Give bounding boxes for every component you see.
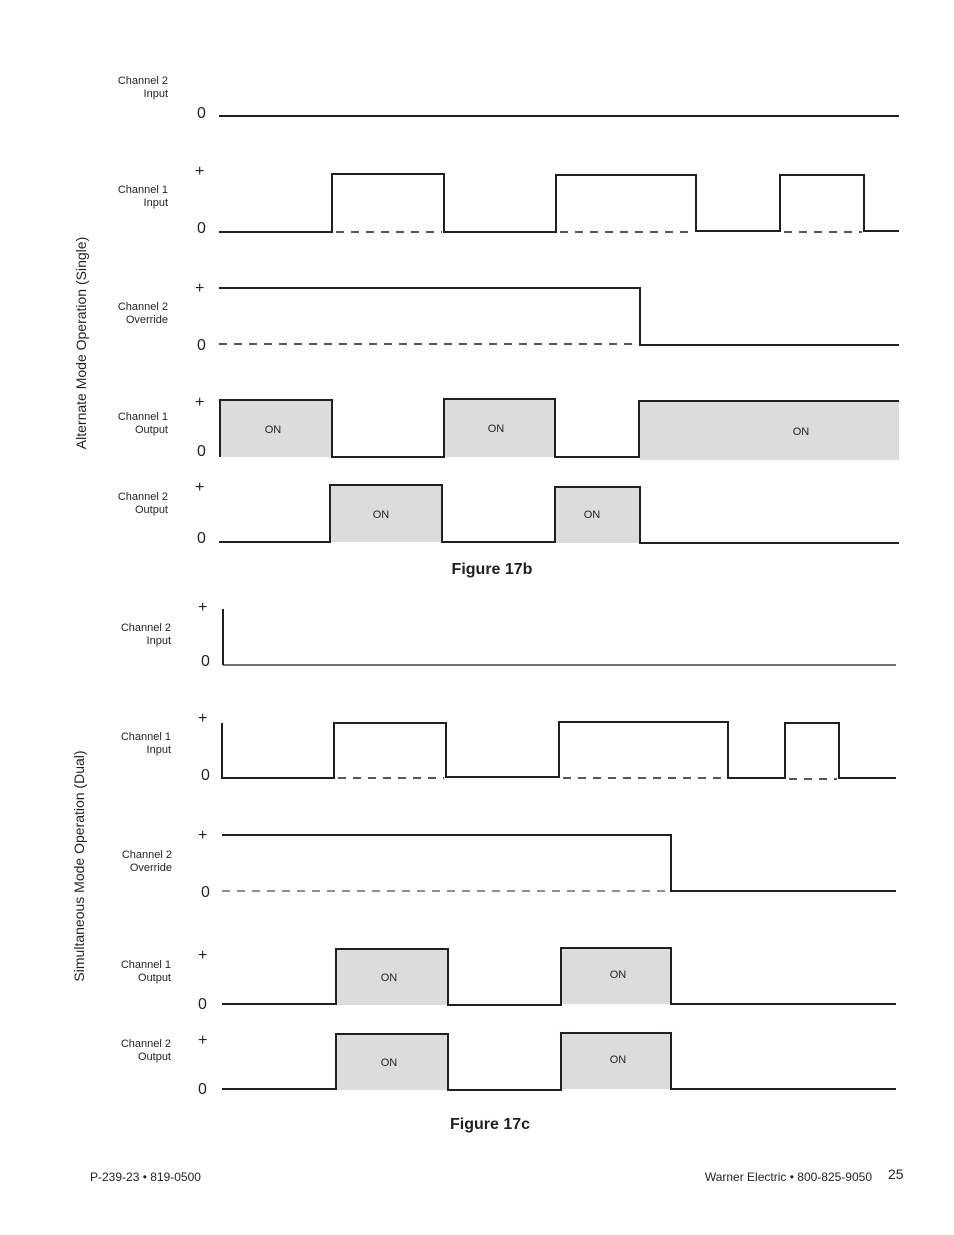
c-track3-label-line2: Override [129, 862, 172, 874]
b-track1-label-line2: Input [143, 88, 168, 100]
b-track3-zero: 0 [197, 337, 206, 354]
c-ch2-output-on-label-2: ON [609, 1054, 627, 1066]
b-ch1-output-on-label-2: ON [487, 423, 505, 435]
c-track5-plus: + [198, 1032, 208, 1049]
figure-c-side-title: Simultaneous Mode Operation (Dual) [71, 750, 87, 982]
c-track3-plus: + [198, 827, 208, 844]
b-track3-plus: + [195, 280, 205, 297]
b-ch2-override-wave [219, 288, 899, 345]
b-track3-label-line1: Channel 2 [117, 301, 168, 313]
b-track5-label-line2: Output [134, 504, 168, 516]
c-track5-zero: 0 [198, 1081, 207, 1098]
c-track4-label-line1: Channel 1 [120, 959, 171, 971]
c-ch1-output-wave [222, 948, 896, 1005]
c-track3-zero: 0 [201, 884, 210, 901]
figure-b-caption: Figure 17b [451, 561, 533, 578]
c-ch2-output-on-label-1: ON [380, 1057, 398, 1069]
b-ch2-output-on-label-2: ON [583, 509, 601, 521]
c-ch2-output-wave [222, 1033, 896, 1090]
c-track3-label-line1: Channel 2 [121, 849, 172, 861]
c-track4-plus: + [198, 947, 208, 964]
c-track1-zero: 0 [201, 653, 210, 670]
footer-company: Warner Electric • 800-825-9050 [704, 1170, 872, 1184]
c-track5-label-line2: Output [137, 1051, 171, 1063]
b-ch1-input-wave [219, 174, 899, 232]
c-track1-label-line2: Input [146, 635, 171, 647]
c-track1-label-line1: Channel 2 [120, 622, 171, 634]
b-track5-plus: + [195, 479, 205, 496]
b-track5-zero: 0 [197, 530, 206, 547]
figure-b-side-title: Alternate Mode Operation (Single) [73, 236, 89, 450]
c-track4-label-line2: Output [137, 972, 171, 984]
b-track4-plus: + [195, 394, 205, 411]
figure-c-caption: Figure 17c [449, 1116, 531, 1133]
b-track2-label-line1: Channel 1 [117, 184, 168, 196]
b-track2-label-line2: Input [143, 197, 168, 209]
b-ch2-output-on-label-1: ON [372, 509, 390, 521]
c-ch1-output-on-label-1: ON [380, 972, 398, 984]
c-ch2-override-wave [222, 835, 896, 891]
b-track4-zero: 0 [197, 443, 206, 460]
c-track1-plus: + [198, 599, 208, 616]
c-ch1-output-on-label-2: ON [609, 969, 627, 981]
b-ch1-output-on-label-3: ON [792, 426, 810, 438]
b-track1-label-line1: Channel 2 [117, 75, 168, 87]
b-track5-label-line1: Channel 2 [117, 491, 168, 503]
b-ch1-output-on-label-1: ON [264, 424, 282, 436]
c-track4-zero: 0 [198, 996, 207, 1013]
b-track2-zero: 0 [197, 220, 206, 237]
c-track2-label-line2: Input [146, 744, 171, 756]
b-track3-label-line2: Override [125, 314, 168, 326]
footer-doc-number: P-239-23 • 819-0500 [90, 1170, 201, 1184]
c-ch1-input-wave [222, 722, 896, 778]
c-track2-plus: + [198, 710, 208, 727]
footer-page-number: 25 [888, 1166, 904, 1182]
b-track1-zero: 0 [197, 105, 206, 122]
c-track2-zero: 0 [201, 767, 210, 784]
b-track2-plus: + [195, 163, 205, 180]
c-track5-label-line1: Channel 2 [120, 1038, 171, 1050]
b-track4-label-line2: Output [134, 424, 168, 436]
b-track4-label-line1: Channel 1 [117, 411, 168, 423]
b-ch1-output-on-block-3 [640, 401, 899, 460]
c-track2-label-line1: Channel 1 [120, 731, 171, 743]
